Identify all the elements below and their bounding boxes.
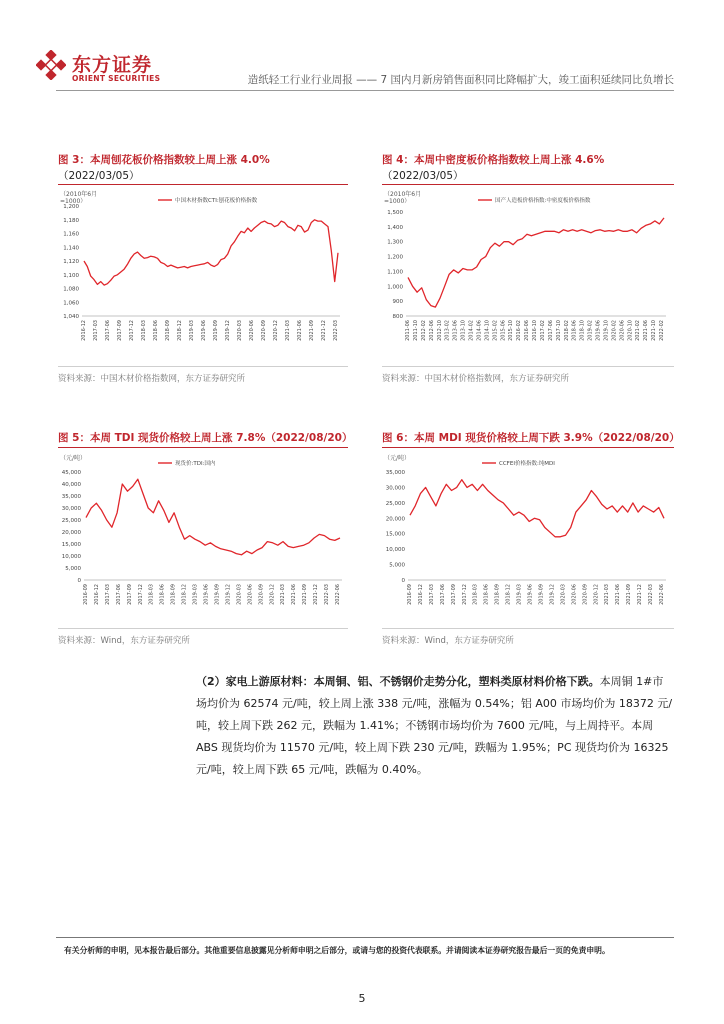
x-tick-label: 2019-03 [516,584,523,605]
x-tick-label: 2022-03 [648,584,655,605]
x-tick-label: 2017-06 [105,320,111,341]
x-tick-label: 2018-03 [141,320,147,341]
footer-divider [56,937,674,938]
x-tick-label: 2017-03 [428,584,435,605]
x-tick-label: 2019-03 [189,320,195,341]
y-tick-label: 20,000 [385,516,405,523]
x-tick-label: 2019-12 [225,320,231,341]
y-tick-label: 5,000 [65,566,81,572]
x-tick-label: 2018-06 [483,584,490,605]
y-tick-label: 20,000 [61,530,81,536]
y-tick-label: 35,000 [61,494,81,500]
x-tick-label: 2016-09 [83,584,89,605]
x-tick-label: 2015-06 [500,320,507,341]
legend-label: 现货价:TDI:国内 [175,461,216,467]
y-tick-label: 15,000 [385,531,405,538]
y-tick-label: 40,000 [61,482,81,488]
y-tick-label: 1,000 [387,284,403,291]
x-tick-label: 2021-12 [637,584,644,605]
y-tick-label: 1,300 [387,239,403,246]
x-tick-label: 2012-10 [436,320,443,341]
y-tick-label: 10,000 [385,547,405,554]
x-tick-label: 2017-06 [547,320,554,341]
x-tick-label: 2017-10 [555,320,562,341]
x-tick-label: 2012-06 [428,320,435,341]
x-tick-label: 2017-03 [104,584,111,605]
x-tick-label: 2016-06 [524,320,531,341]
x-tick-label: 2018-12 [505,584,512,605]
x-tick-label: 2015-10 [508,320,515,341]
y-unit-label: （元/吨） [60,455,87,462]
x-tick-label: 2016-09 [407,584,413,605]
x-tick-label: 2019-06 [203,584,210,605]
x-tick-label: 2018-03 [148,584,155,605]
x-tick-label: 2021-03 [604,584,611,605]
x-tick-label: 2017-12 [461,584,468,605]
logo-text-en: ORIENT SECURITIES [72,74,161,83]
x-tick-label: 2019-06 [595,320,602,341]
x-tick-label: 2019-12 [549,584,556,605]
x-tick-label: 2013-10 [460,320,467,341]
figure-4-title: 图 4：本周中密度板价格指数较上周上涨 4.6% [382,154,605,166]
x-tick-label: 2020-12 [273,320,279,341]
x-tick-label: 2021-09 [626,584,633,605]
figure-3-date: （2022/03/05） [58,170,140,182]
series-line [410,480,664,537]
page-number: 5 [358,992,366,1005]
x-tick-label: 2018-03 [472,584,479,605]
y-unit-label-2: =1000） [384,198,411,205]
x-tick-label: 2018-06 [153,320,159,341]
x-tick-label: 2020-10 [627,320,634,341]
y-tick-label: 900 [392,299,403,306]
y-tick-label: 1,180 [63,217,79,224]
x-tick-label: 2018-06 [159,584,166,605]
y-tick-label: 35,000 [385,470,405,476]
y-unit-label: （元/吨） [384,455,411,462]
x-tick-label: 2017-12 [129,320,135,341]
x-tick-label: 2020-06 [619,320,626,341]
y-unit-label-2: =1000） [60,198,87,205]
series-line [408,218,664,307]
x-tick-label: 2022-03 [333,320,339,341]
x-tick-label: 2019-06 [201,320,207,341]
x-tick-label: 2019-10 [603,320,610,341]
x-tick-label: 2021-06 [615,584,622,605]
figure-6-title: 图 6：本周 MDI 现货价格较上周下跌 3.9%（2022/08/20） [382,432,680,444]
x-tick-label: 2018-02 [563,320,570,341]
x-tick-label: 2016-12 [93,584,100,605]
x-tick-label: 2016-02 [516,320,523,341]
y-tick-label: 1,200 [63,204,79,210]
figure-3-divider [58,184,348,185]
series-line [84,220,338,285]
y-tick-label: 1,100 [63,272,79,279]
x-tick-label: 2021-02 [635,320,642,341]
y-tick-label: 25,000 [385,500,405,507]
y-tick-label: 1,140 [63,245,79,252]
y-tick-label: 1,400 [387,224,403,231]
x-tick-label: 2020-09 [582,584,589,605]
figure-5-source-divider [58,628,348,629]
y-unit-label: （2010年6月 [60,191,98,198]
x-tick-label: 2021-09 [302,584,309,605]
x-tick-label: 2017-12 [137,584,144,605]
body-paragraph [196,671,674,781]
figure-5-source: 资料来源：Wind，东方证券研究所 [58,636,190,646]
y-tick-label: 0 [77,578,81,584]
y-tick-label: 1,040 [63,314,79,320]
company-logo-icon [36,50,66,80]
x-tick-label: 2020-12 [269,584,276,605]
x-tick-label: 2019-12 [225,584,232,605]
x-tick-label: 2019-03 [192,584,199,605]
x-tick-label: 2022-06 [335,584,341,605]
figure-5-title: 图 5：本周 TDI 现货价格较上周上涨 7.8%（2022/08/20） [58,432,353,444]
x-tick-label: 2018-06 [571,320,578,341]
x-tick-label: 2020-03 [237,320,243,341]
y-tick-label: 1,120 [63,259,79,265]
x-tick-label: 2022-06 [659,584,665,605]
x-tick-label: 2020-02 [611,320,618,341]
y-tick-label: 1,200 [387,254,403,261]
y-tick-label: 25,000 [61,518,81,524]
figure-6-source: 资料来源：Wind，东方证券研究所 [382,636,514,646]
x-tick-label: 2018-10 [579,320,586,341]
figure-4-source-divider [382,366,674,367]
x-tick-label: 2019-09 [214,584,221,605]
x-tick-label: 2017-09 [450,584,457,605]
x-tick-label: 2019-09 [213,320,219,341]
x-tick-label: 2021-06 [643,320,650,341]
x-tick-label: 2019-06 [527,584,534,605]
x-tick-label: 2021-03 [280,584,287,605]
x-tick-label: 2011-06 [405,320,411,341]
figure-3-source-divider [58,366,348,367]
y-tick-label: 30,000 [385,485,405,492]
x-tick-label: 2020-12 [593,584,600,605]
x-tick-label: 2020-03 [236,584,243,605]
figure-3-title: 图 3：本周刨花板价格指数较上周上涨 4.0% [58,154,270,166]
y-tick-label: 1,080 [63,286,79,293]
x-tick-label: 2018-09 [165,320,171,341]
figure-6-divider [382,447,674,448]
report-title: 造纸轻工行业行业周报 —— 7 国内月新房销售面积同比降幅扩大，竣工面积延续同比负增长 [247,74,674,86]
x-tick-label: 2019-02 [587,320,594,341]
x-tick-label: 2020-09 [258,584,265,605]
x-tick-label: 2020-06 [247,584,254,605]
x-tick-label: 2016-10 [532,320,538,341]
logo-text-cn: 东方证券 [72,54,153,76]
x-tick-label: 2018-12 [177,320,183,341]
x-tick-label: 2018-09 [170,584,177,605]
x-tick-label: 2017-09 [126,584,133,605]
x-tick-label: 2016-12 [417,584,424,605]
chart-figure-4 [382,188,674,358]
footer-disclaimer: 有关分析师的申明，见本报告最后部分。其他重要信息披露见分析师申明之后部分，或请与您的投资代表联系。并请阅读本证券研究报告最后一页的免责申明。 [64,946,610,955]
y-tick-label: 800 [392,314,403,320]
x-tick-label: 2021-03 [285,320,291,341]
y-tick-label: 30,000 [61,506,81,512]
x-tick-label: 2012-02 [420,320,427,341]
x-tick-label: 2017-02 [539,320,546,341]
x-tick-label: 2020-06 [571,584,578,605]
legend-label: 国产人造板价格指数:中密度板价格指数 [495,198,591,204]
x-tick-label: 2017-09 [117,320,123,341]
figure-5-divider [58,447,348,448]
figure-4-date: （2022/03/05） [382,170,464,182]
x-tick-label: 2022-02 [659,320,665,341]
chart-figure-3 [58,188,348,358]
legend-label: CCFEI价格指数:纯MDI [499,461,555,467]
chart-figure-6 [382,452,674,624]
x-tick-label: 2018-09 [494,584,501,605]
chart-figure-5 [58,452,348,624]
x-tick-label: 2013-02 [444,320,451,341]
x-tick-label: 2011-10 [412,320,419,341]
figure-3-source: 资料来源：中国木材价格指数网，东方证券研究所 [58,374,246,384]
x-tick-label: 2021-09 [309,320,315,341]
figure-4-source: 资料来源：中国木材价格指数网，东方证券研究所 [382,374,570,384]
y-tick-label: 10,000 [61,554,81,560]
header-divider [56,90,674,91]
x-tick-label: 2021-12 [321,320,327,341]
y-tick-label: 5,000 [389,562,405,569]
series-line [86,479,340,555]
legend-label: 中国木材指数CTI:刨花板价格指数 [175,198,258,204]
x-tick-label: 2013-06 [452,320,459,341]
x-tick-label: 2015-02 [492,320,499,341]
y-tick-label: 1,160 [63,231,79,238]
x-tick-label: 2021-06 [291,584,298,605]
figure-6-source-divider [382,628,674,629]
x-tick-label: 2021-10 [651,320,658,341]
x-tick-label: 2014-10 [484,320,491,341]
x-tick-label: 2020-09 [261,320,267,341]
x-tick-label: 2018-12 [181,584,188,605]
x-tick-label: 2021-12 [313,584,320,605]
y-unit-label: （2010年6月 [384,191,422,198]
y-tick-label: 1,100 [387,269,403,276]
x-tick-label: 2017-03 [93,320,99,341]
x-tick-label: 2017-06 [439,584,446,605]
y-tick-label: 1,500 [387,210,403,216]
x-tick-label: 2020-03 [560,584,567,605]
y-tick-label: 15,000 [61,542,81,548]
x-tick-label: 2020-06 [249,320,255,341]
x-tick-label: 2014-06 [476,320,483,341]
x-tick-label: 2014-02 [468,320,475,341]
figure-4-divider [382,184,674,185]
paragraph-body: 本周铜 1#市场均价为 62574 元/吨，较上周上涨 338 元/吨，涨幅为 0.54%；铝 A00 市场均价为 18372 元/吨，较上周下跌 262 元，跌幅为 1.41%；不锈钢市场均价为 7600 元/吨，与上周持平。本周 ABS 现货均价为 11570 元/吨，较上周下跌 230 元/吨，跌幅为 1.95%；PC 现货均价为 16325 元/吨，较上周下跌 65 元/吨，跌幅为 0.40%。 [196,675,673,776]
x-tick-label: 2021-06 [297,320,303,341]
paragraph-intro: （2）家电上游原材料：本周铜、铝、不锈钢价走势分化，塑料类原材料价格下跌。 [196,675,600,688]
y-tick-label: 45,000 [61,470,81,476]
x-tick-label: 2019-09 [538,584,545,605]
y-tick-label: 1,060 [63,300,79,307]
x-tick-label: 2017-06 [115,584,122,605]
y-tick-label: 0 [401,578,405,584]
x-tick-label: 2016-12 [81,320,87,341]
x-tick-label: 2022-03 [324,584,331,605]
